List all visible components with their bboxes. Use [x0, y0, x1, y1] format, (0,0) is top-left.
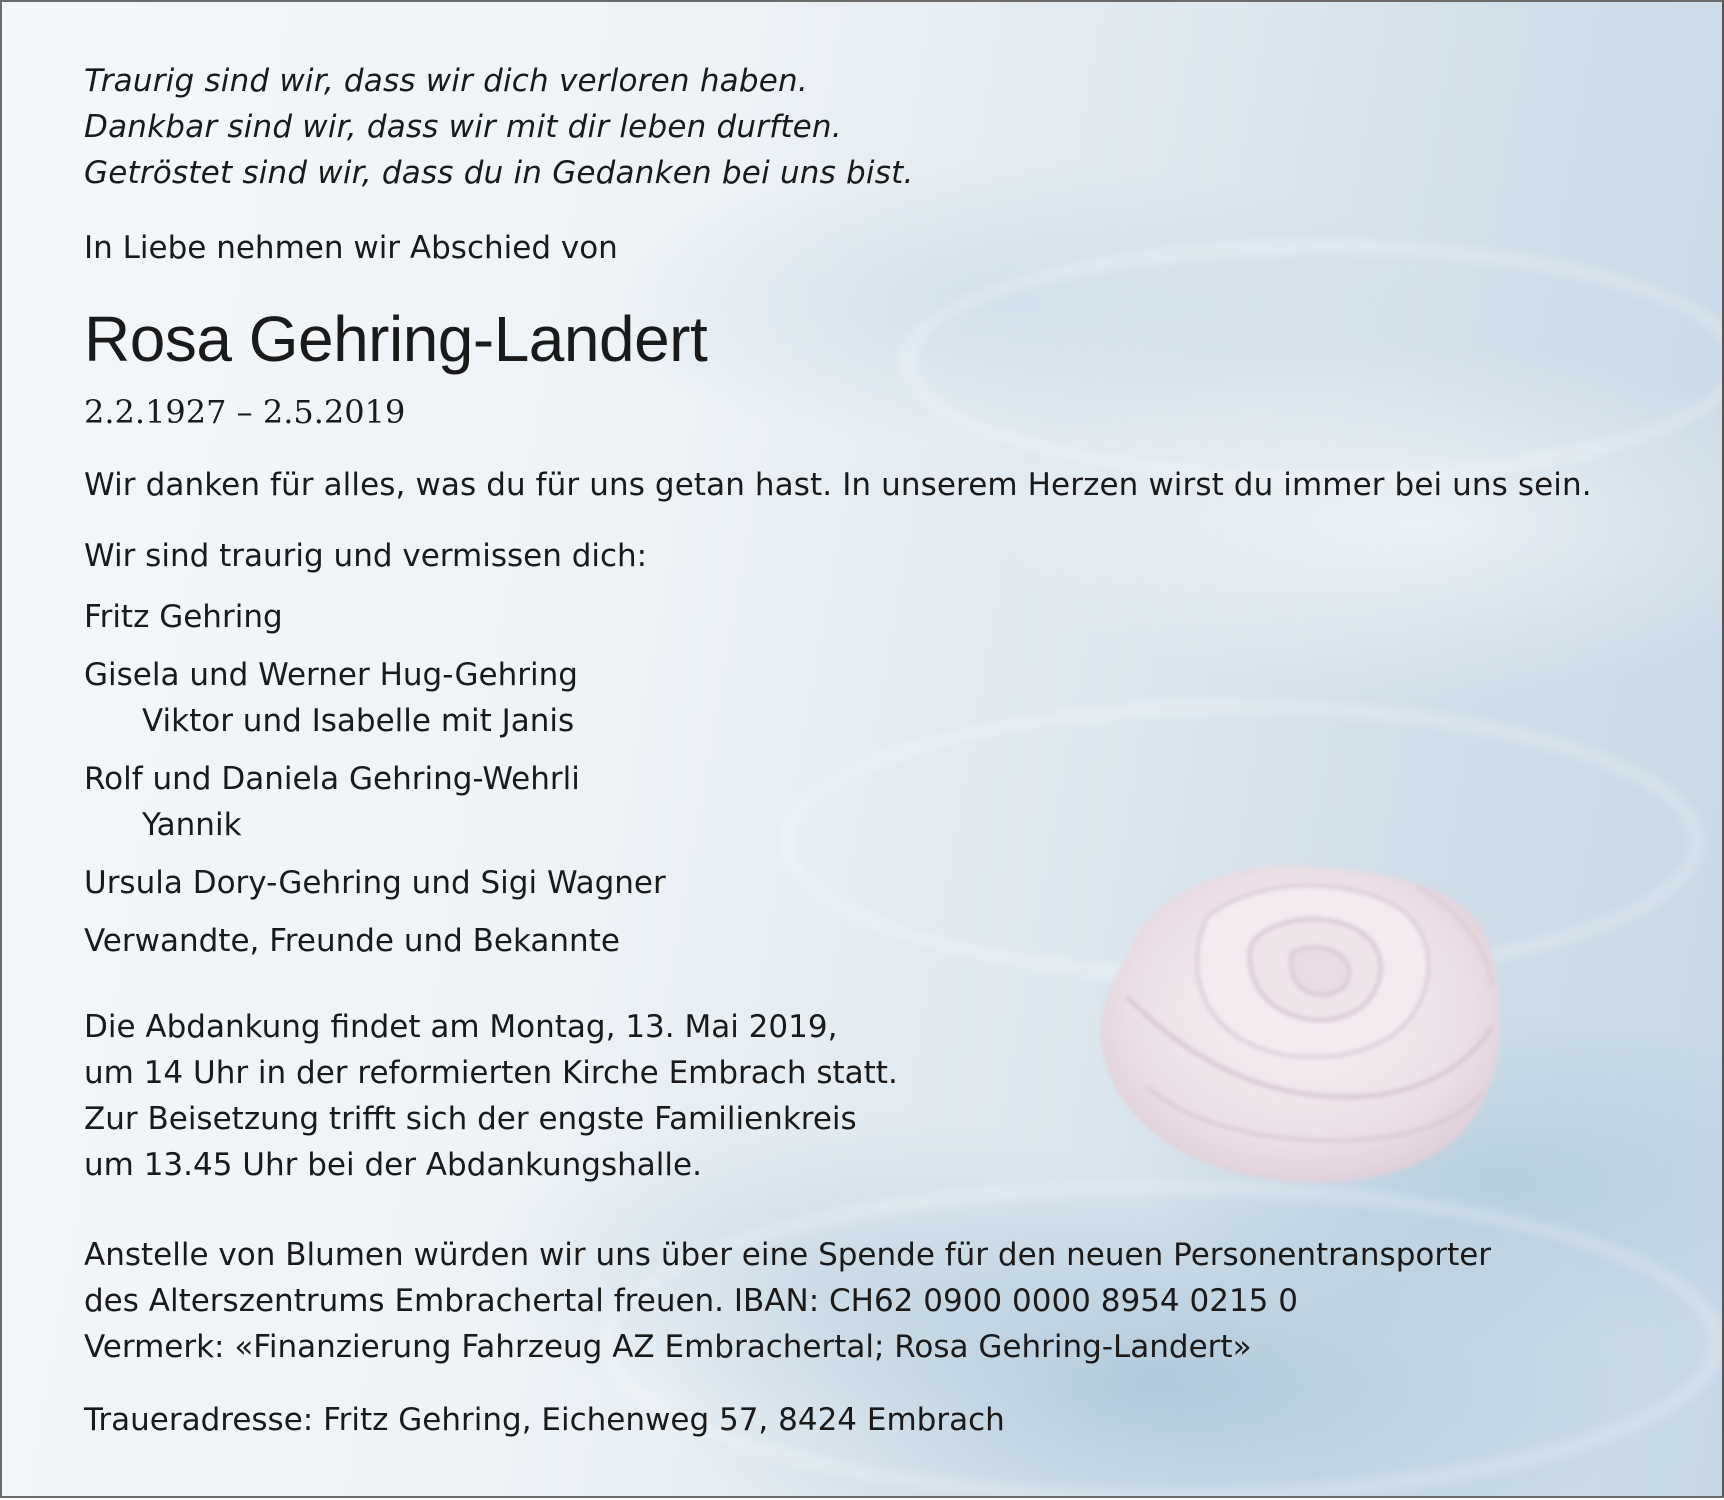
rose-image: [1087, 847, 1527, 1197]
donation-line: Vermerk: «Finanzierung Fahrzeug AZ Embrachertal; Rosa Gehring-Landert»: [84, 1329, 1252, 1365]
mourner-subname: Yannik: [142, 807, 242, 843]
funeral-line: Zur Beisetzung trifft sich der engste Familienkreis: [84, 1101, 857, 1137]
funeral-line: Die Abdankung findet am Montag, 13. Mai 2019,: [84, 1009, 838, 1045]
donation-line: Anstelle von Blumen würden wir uns über eine Spende für den neuen Personentransporter: [84, 1237, 1492, 1273]
funeral-line: um 14 Uhr in der reformierten Kirche Embrach statt.: [84, 1055, 898, 1091]
mourner-group: [84, 756, 666, 848]
life-dates: 2.2.1927 – 2.5.2019: [84, 393, 406, 431]
mourner-name: Fritz Gehring: [84, 599, 283, 635]
funeral-info: [84, 1004, 898, 1188]
mourner-name: Gisela und Werner Hug-Gehring: [84, 657, 578, 693]
mourner-subname: Viktor und Isabelle mit Janis: [142, 703, 575, 739]
mourner-group: [84, 860, 666, 906]
farewell-intro: In Liebe nehmen wir Abschied von: [84, 230, 618, 266]
deceased-name: Rosa Gehring-Landert: [84, 303, 708, 375]
mourner-name: Ursula Dory-Gehring und Sigi Wagner: [84, 865, 666, 901]
motto-line: Getröstet sind wir, dass du in Gedanken bei uns bist.: [84, 155, 914, 191]
mourner-group: [84, 918, 666, 964]
thanks-text: Wir danken für alles, was du für uns getan hast. In unserem Herzen wirst du immer bei uns sein.: [84, 467, 1592, 503]
motto: [84, 58, 914, 196]
mourners-intro: Wir sind traurig und vermissen dich:: [84, 538, 648, 574]
water-ripple: [902, 242, 1724, 482]
mourner-group: [84, 594, 666, 640]
motto-line: Traurig sind wir, dass wir dich verloren haben.: [84, 63, 808, 99]
funeral-line: um 13.45 Uhr bei der Abdankungshalle.: [84, 1147, 702, 1183]
motto-line: Dankbar sind wir, dass wir mit dir leben durften.: [84, 109, 842, 145]
mourning-address: Traueradresse: Fritz Gehring, Eichenweg 57, 8424 Embrach: [84, 1402, 1005, 1438]
mourner-group: [84, 652, 666, 744]
donation-info: [84, 1232, 1491, 1370]
mourners-list: [84, 594, 666, 976]
mourner-name: Verwandte, Freunde und Bekannte: [84, 923, 620, 959]
mourner-name: Rolf und Daniela Gehring-Wehrli: [84, 761, 580, 797]
donation-line: des Alterszentrums Embrachertal freuen. IBAN: CH62 0900 0000 8954 0215 0: [84, 1283, 1298, 1319]
